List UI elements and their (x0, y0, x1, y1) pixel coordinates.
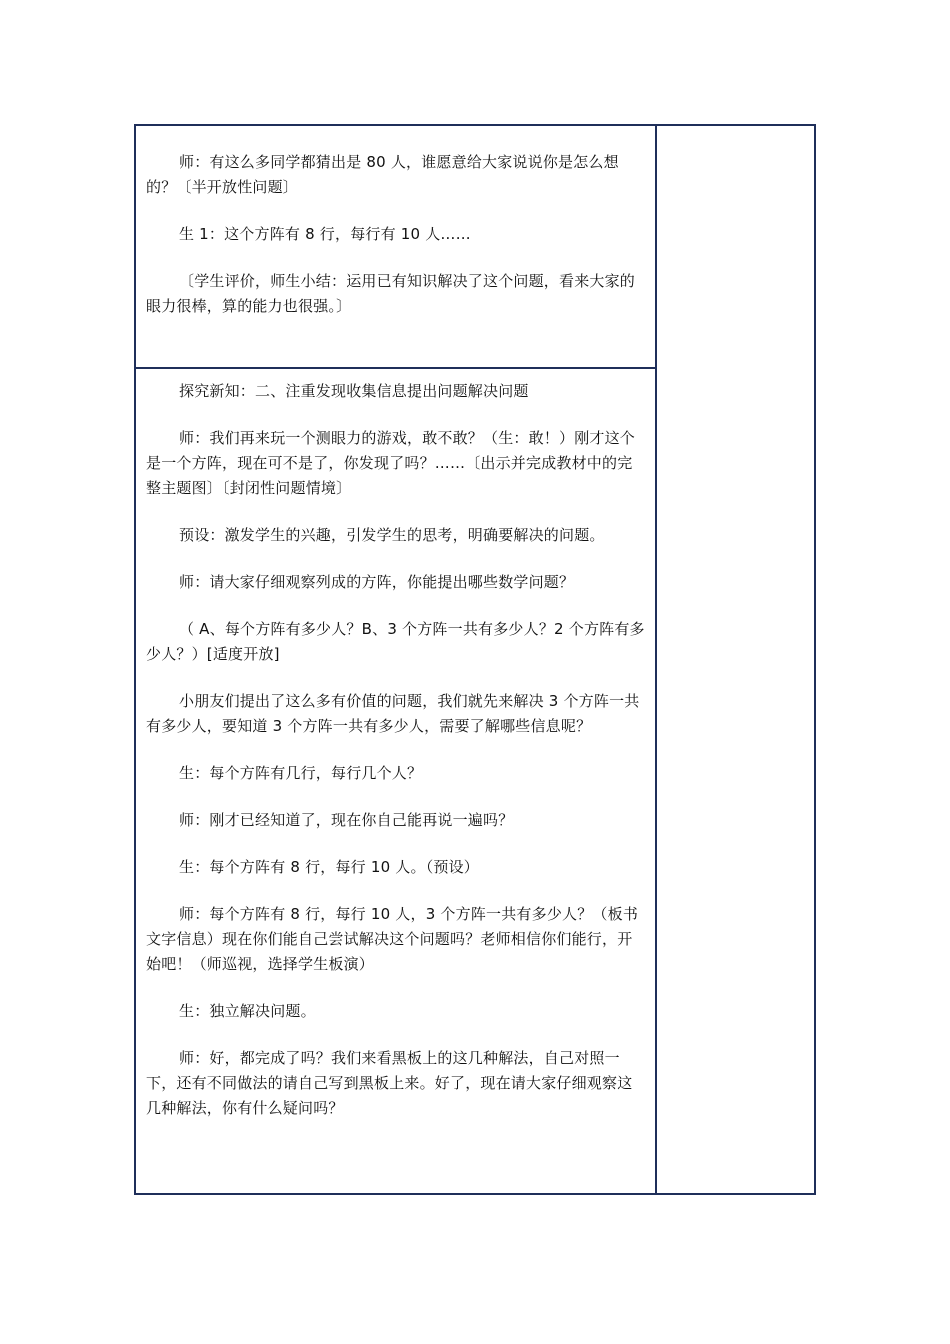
paragraph: 师：好，都完成了吗？我们来看黑板上的这几种解法，自己对照一下，还有不同做法的请自己写到黑板上来。好了，现在请大家仔细观察这几种解法，你有什么疑问吗？ (146, 1049, 633, 1117)
paragraph: 师：请大家仔细观察列成的方阵，你能提出哪些数学问题？ (179, 573, 575, 591)
paragraph: 师：每个方阵有 8 行，每行 10 人，3 个方阵一共有多少人？（板书文字信息）现在你们能自己尝试解决这个问题吗？老师相信你们能行，开始吧！（师巡视，选择学生板演） (146, 905, 639, 973)
paragraph: 生：每个方阵有几行，每行几个人？ (179, 764, 423, 782)
paragraph: 小朋友们提出了这么多有价值的问题，我们就先来解决 3 个方阵一共有多少人，要知道 3 个方阵一共有多少人，需要了解哪些信息呢？ (146, 692, 640, 735)
content-cell (135, 368, 656, 1194)
paragraph: 生 1：这个方阵有 8 行，每行有 10 人…… (179, 225, 471, 243)
paragraph: 师：有这么多同学都猜出是 80 人，谁愿意给大家说说你是怎么想的？〔半开放性问题〕 (146, 153, 619, 196)
section-heading: 探究新知：二、注重发现收集信息提出问题解决问题 (179, 382, 529, 400)
notes-cell (656, 125, 815, 1194)
table-row (135, 125, 815, 368)
paragraph: 生：每个方阵有 8 行，每行 10 人。（预设） (179, 858, 480, 876)
paragraph: 〔学生评价，师生小结：运用已有知识解决了这个问题，看来大家的眼力很棒，算的能力也很强。〕 (146, 272, 636, 315)
content-cell (135, 125, 656, 368)
paragraph: （ A、每个方阵有多少人？B、3 个方阵一共有多少人？2 个方阵有多少人？）[适度开放] (146, 620, 645, 663)
paragraph: 预设：激发学生的兴趣，引发学生的思考，明确要解决的问题。 (179, 526, 605, 544)
lesson-table (134, 124, 816, 1195)
paragraph: 生：独立解决问题。 (179, 1002, 316, 1020)
paragraph: 师：我们再来玩一个测眼力的游戏，敢不敢？（生：敢！）刚才这个是一个方阵，现在可不是了，你发现了吗？……〔出示并完成教材中的完整主题图〕〔封闭性问题情境〕 (146, 429, 636, 497)
paragraph: 师：刚才已经知道了，现在你自己能再说一遍吗？ (179, 811, 514, 829)
